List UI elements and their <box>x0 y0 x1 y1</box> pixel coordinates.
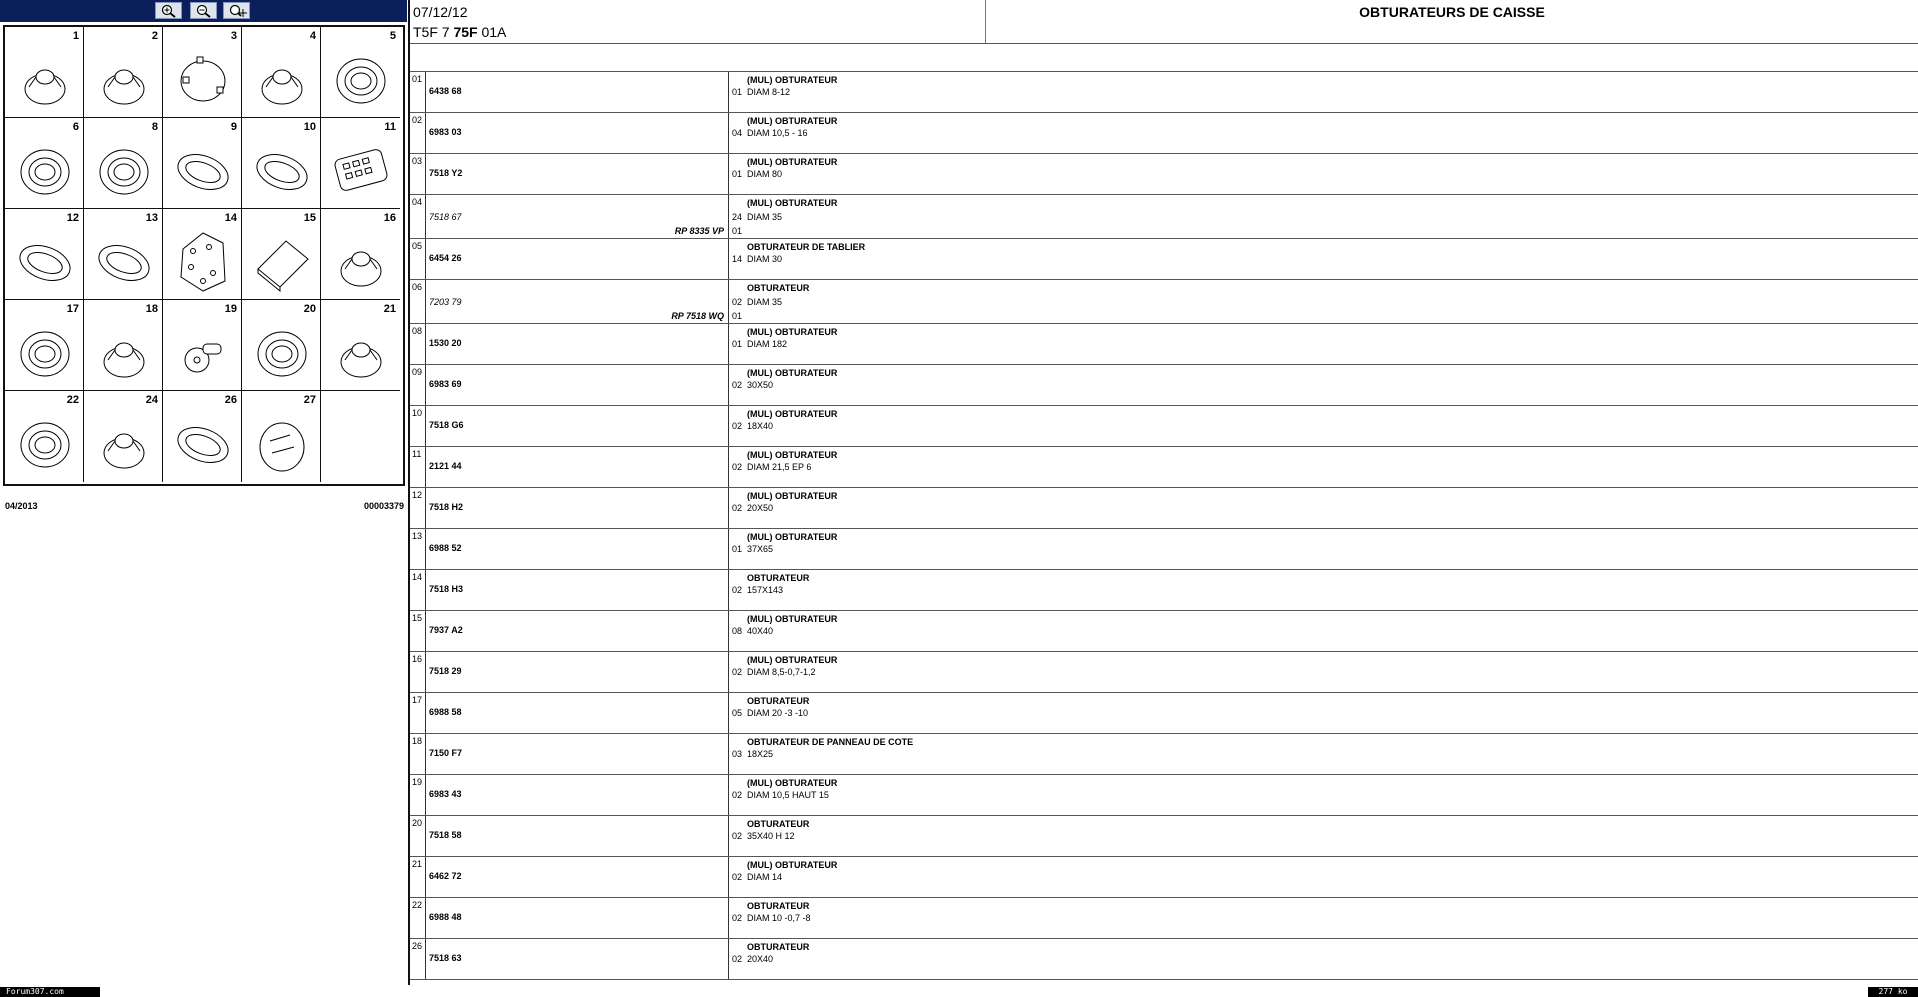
table-row[interactable] <box>410 324 1918 365</box>
part-spec: DIAM 30 <box>747 254 783 264</box>
table-row[interactable] <box>410 113 1918 154</box>
part-description: (MUL) OBTURATEUR <box>747 409 838 419</box>
replacement-qty: 01 <box>732 226 743 236</box>
column-divider <box>728 239 729 279</box>
quantity: 01 <box>732 544 743 554</box>
thumbnail-number: 6 <box>72 121 79 133</box>
part-number[interactable]: 7518 58 <box>429 830 462 840</box>
column-divider <box>728 611 729 651</box>
thumbnail-cell[interactable] <box>163 27 242 118</box>
thumbnail-number: 21 <box>383 303 396 315</box>
grommet-icon <box>331 47 391 111</box>
subheader-bar <box>410 44 1918 72</box>
plug-icon <box>94 411 154 475</box>
thumbnail-cell[interactable] <box>242 300 321 391</box>
thumbnail-number: 10 <box>303 121 316 133</box>
part-spec: 18X25 <box>747 749 774 759</box>
part-description: OBTURATEUR <box>747 696 810 706</box>
table-row[interactable] <box>410 939 1918 980</box>
plug-icon <box>94 320 154 384</box>
item-number: 22 <box>412 900 423 910</box>
code-bold: 75F <box>453 24 478 40</box>
clip-ring-icon <box>173 47 233 111</box>
part-number[interactable]: 7518 63 <box>429 953 462 963</box>
part-spec: 20X40 <box>747 954 774 964</box>
quantity: 02 <box>732 954 743 964</box>
part-number[interactable]: 6438 68 <box>429 86 462 96</box>
column-divider <box>425 406 426 446</box>
column-divider <box>425 72 426 112</box>
part-number[interactable]: 7518 67 <box>429 212 462 222</box>
part-number[interactable]: 2121 44 <box>429 461 462 471</box>
zoom-in-icon <box>161 4 177 18</box>
part-description: (MUL) OBTURATEUR <box>747 655 838 665</box>
parts-header <box>410 0 1918 44</box>
table-row[interactable] <box>410 693 1918 734</box>
part-description: (MUL) OBTURATEUR <box>747 327 838 337</box>
item-number: 06 <box>412 282 423 292</box>
thumbnail-cell[interactable] <box>5 391 84 482</box>
column-divider <box>425 898 426 938</box>
table-row[interactable] <box>410 488 1918 529</box>
thumbnail-cell[interactable] <box>84 300 163 391</box>
part-number[interactable]: 1530 20 <box>429 338 462 348</box>
quantity: 24 <box>732 212 743 222</box>
part-description: (MUL) OBTURATEUR <box>747 198 838 208</box>
quantity: 02 <box>732 913 743 923</box>
column-divider <box>728 488 729 528</box>
part-number[interactable]: 6462 72 <box>429 871 462 881</box>
item-number: 09 <box>412 367 423 377</box>
item-number: 02 <box>412 115 423 125</box>
part-spec: 30X50 <box>747 380 774 390</box>
column-divider <box>728 195 729 238</box>
zoom-in-button[interactable] <box>155 2 182 19</box>
item-number: 13 <box>412 531 423 541</box>
table-row[interactable] <box>410 280 1918 324</box>
thumbnail-number: 19 <box>224 303 237 315</box>
part-description: (MUL) OBTURATEUR <box>747 491 838 501</box>
parts-table <box>410 72 1918 980</box>
item-number: 20 <box>412 818 423 828</box>
part-spec: DIAM 14 <box>747 872 783 882</box>
part-spec: DIAM 10 -0,7 -8 <box>747 913 811 923</box>
thumbnail-cell[interactable] <box>84 118 163 209</box>
column-divider <box>728 775 729 815</box>
part-spec: 18X40 <box>747 421 774 431</box>
replacement-ref[interactable]: RP 7518 WQ <box>671 311 724 321</box>
thumbnail-cell[interactable] <box>84 209 163 300</box>
column-divider <box>425 113 426 153</box>
part-number[interactable]: 7518 H3 <box>429 584 464 594</box>
column-divider <box>728 406 729 446</box>
thumbnail-cell[interactable] <box>242 209 321 300</box>
quantity: 01 <box>732 339 743 349</box>
illustration-panel <box>0 0 408 985</box>
part-number[interactable]: 7518 G6 <box>429 420 464 430</box>
column-divider <box>728 324 729 364</box>
thumbnail-number: 15 <box>303 212 316 224</box>
part-spec: 20X50 <box>747 503 774 513</box>
column-divider <box>425 365 426 405</box>
thumbnail-number: 14 <box>224 212 237 224</box>
item-number: 04 <box>412 197 423 207</box>
column-divider <box>728 652 729 692</box>
table-row[interactable] <box>410 529 1918 570</box>
zoom-out-button[interactable] <box>190 2 217 19</box>
part-description: (MUL) OBTURATEUR <box>747 157 838 167</box>
column-divider <box>425 693 426 733</box>
thumbnail-cell[interactable] <box>321 118 400 209</box>
item-number: 14 <box>412 572 423 582</box>
part-number[interactable]: 7518 29 <box>429 666 462 676</box>
item-number: 11 <box>412 449 422 459</box>
part-number[interactable]: 6983 43 <box>429 789 462 799</box>
quantity: 01 <box>732 87 743 97</box>
part-description: OBTURATEUR <box>747 901 810 911</box>
part-spec: 35X40 H 12 <box>747 831 795 841</box>
plug-icon <box>331 229 391 293</box>
part-spec: DIAM 35 <box>747 212 783 222</box>
cap-icon <box>252 411 312 475</box>
part-number[interactable]: 7150 F7 <box>429 748 463 758</box>
header-code <box>413 24 506 40</box>
table-row[interactable] <box>410 195 1918 239</box>
thumbnail-number: 5 <box>389 30 396 42</box>
part-spec: 157X143 <box>747 585 784 595</box>
item-number: 16 <box>412 654 423 664</box>
thumbnail-number: 9 <box>230 121 237 133</box>
item-number: 03 <box>412 156 423 166</box>
quantity: 14 <box>732 254 743 264</box>
quantity: 02 <box>732 872 743 882</box>
grommet-icon <box>15 320 75 384</box>
part-spec: DIAM 182 <box>747 339 788 349</box>
column-divider <box>425 652 426 692</box>
illustration-date: 04/2013 <box>5 501 38 511</box>
thumbnail-cell[interactable] <box>242 391 321 482</box>
plug-icon <box>252 47 312 111</box>
code-suffix: 01A <box>477 24 507 40</box>
thumbnail-cell[interactable] <box>321 300 400 391</box>
column-divider <box>425 324 426 364</box>
quantity: 02 <box>732 297 743 307</box>
part-spec: DIAM 8,5-0,7-1,2 <box>747 667 816 677</box>
table-row[interactable] <box>410 611 1918 652</box>
column-divider <box>728 898 729 938</box>
thumbnail-number: 26 <box>224 394 237 406</box>
illustration-ref: 00003379 <box>363 501 404 511</box>
item-number: 12 <box>412 490 423 500</box>
grommet-icon <box>15 138 75 202</box>
column-divider <box>728 154 729 194</box>
thumbnail-number: 1 <box>72 30 79 42</box>
grommet-icon <box>15 411 75 475</box>
table-row[interactable] <box>410 406 1918 447</box>
thumbnail-cell <box>321 391 400 482</box>
oval-plug-icon <box>15 229 75 293</box>
part-number[interactable]: 6988 52 <box>429 543 462 553</box>
quantity: 02 <box>732 790 743 800</box>
thumbnail-cell[interactable] <box>5 27 84 118</box>
column-divider <box>728 939 729 979</box>
thumbnail-cell[interactable] <box>163 118 242 209</box>
column-divider <box>425 939 426 979</box>
thumbnail-cell[interactable] <box>321 209 400 300</box>
part-number[interactable]: 7937 A2 <box>429 625 463 635</box>
quantity: 01 <box>732 169 743 179</box>
part-description: (MUL) OBTURATEUR <box>747 450 838 460</box>
part-number[interactable]: 7203 79 <box>429 297 462 307</box>
quantity: 03 <box>732 749 743 759</box>
thumbnail-number: 3 <box>230 30 237 42</box>
item-number: 10 <box>412 408 423 418</box>
part-spec: DIAM 21,5 EP 6 <box>747 462 812 472</box>
plate-holes-icon <box>173 229 233 293</box>
column-divider <box>728 734 729 774</box>
status-bar <box>0 985 1918 997</box>
column-divider <box>425 775 426 815</box>
thumbnail-number: 12 <box>66 212 79 224</box>
column-divider <box>425 154 426 194</box>
thumbnail-cell[interactable] <box>84 27 163 118</box>
column-divider <box>425 447 426 487</box>
column-divider <box>425 734 426 774</box>
oval-plug-icon <box>94 229 154 293</box>
table-row[interactable] <box>410 775 1918 816</box>
thumbnail-number: 16 <box>383 212 396 224</box>
code-prefix: T5F 7 <box>413 24 454 40</box>
quantity: 02 <box>732 585 743 595</box>
plug-icon <box>94 47 154 111</box>
thumbnail-cell[interactable] <box>163 300 242 391</box>
column-divider <box>425 816 426 856</box>
column-divider <box>728 365 729 405</box>
part-number[interactable]: 6983 69 <box>429 379 462 389</box>
part-description: OBTURATEUR <box>747 942 810 952</box>
part-number[interactable]: 7518 H2 <box>429 502 464 512</box>
column-divider <box>728 72 729 112</box>
part-description: (MUL) OBTURATEUR <box>747 778 838 788</box>
item-number: 18 <box>412 736 423 746</box>
column-divider <box>728 816 729 856</box>
column-divider <box>425 488 426 528</box>
part-number[interactable]: 6988 48 <box>429 912 462 922</box>
oval-plug-icon <box>173 138 233 202</box>
part-spec: DIAM 10,5 - 16 <box>747 128 808 138</box>
thumbnail-grid <box>3 25 405 486</box>
part-description: OBTURATEUR <box>747 819 810 829</box>
column-divider <box>425 570 426 610</box>
thumbnail-cell[interactable] <box>163 391 242 482</box>
table-row[interactable] <box>410 857 1918 898</box>
status-size: 277 ko <box>1868 987 1918 997</box>
item-number: 01 <box>412 74 423 84</box>
part-number[interactable]: 6988 58 <box>429 707 462 717</box>
part-description: OBTURATEUR DE TABLIER <box>747 242 866 252</box>
table-row[interactable] <box>410 570 1918 611</box>
grommet-icon <box>94 138 154 202</box>
part-spec: 40X40 <box>747 626 774 636</box>
thumbnail-number: 4 <box>309 30 316 42</box>
zoom-pan-button[interactable] <box>223 2 250 19</box>
column-divider <box>728 447 729 487</box>
column-divider <box>425 239 426 279</box>
quantity: 02 <box>732 462 743 472</box>
part-description: (MUL) OBTURATEUR <box>747 116 838 126</box>
part-number[interactable]: 6454 26 <box>429 253 462 263</box>
plug-icon <box>331 320 391 384</box>
table-row[interactable] <box>410 154 1918 195</box>
thumbnail-number: 20 <box>303 303 316 315</box>
table-row[interactable] <box>410 72 1918 113</box>
grommet-icon <box>252 320 312 384</box>
thumbnail-cell[interactable] <box>242 118 321 209</box>
part-description: OBTURATEUR DE PANNEAU DE COTE <box>747 737 914 747</box>
thumbnail-number: 22 <box>66 394 79 406</box>
thumbnail-cell[interactable] <box>5 300 84 391</box>
column-divider <box>728 280 729 323</box>
column-divider <box>728 570 729 610</box>
column-divider <box>425 857 426 897</box>
oval-plug-icon <box>252 138 312 202</box>
thumbnail-number: 11 <box>384 121 396 133</box>
thumbnail-cell[interactable] <box>321 27 400 118</box>
quantity: 02 <box>732 667 743 677</box>
replacement-qty: 01 <box>732 311 743 321</box>
zoom-out-icon <box>196 4 212 18</box>
quantity: 04 <box>732 128 743 138</box>
item-number: 26 <box>412 941 423 951</box>
item-number: 19 <box>412 777 423 787</box>
column-divider <box>425 529 426 569</box>
column-divider <box>728 857 729 897</box>
item-number: 05 <box>412 241 423 251</box>
quantity: 02 <box>732 831 743 841</box>
thumbnail-number: 13 <box>145 212 158 224</box>
flat-pad-icon <box>252 229 312 293</box>
table-row[interactable] <box>410 652 1918 693</box>
status-site: Forum307.com <box>0 987 100 997</box>
zoom-toolbar <box>0 0 407 22</box>
header-date: 07/12/12 <box>413 4 468 20</box>
item-number: 17 <box>412 695 423 705</box>
part-description: (MUL) OBTURATEUR <box>747 614 838 624</box>
thumbnail-cell[interactable] <box>242 27 321 118</box>
thumbnail-cell[interactable] <box>84 391 163 482</box>
item-number: 21 <box>412 859 423 869</box>
quantity: 02 <box>732 503 743 513</box>
part-description: (MUL) OBTURATEUR <box>747 532 838 542</box>
replacement-ref[interactable]: RP 8335 VP <box>674 226 724 236</box>
oval-plug-icon <box>173 411 233 475</box>
part-spec: DIAM 8-12 <box>747 87 791 97</box>
page-title: OBTURATEURS DE CAISSE <box>1359 4 1545 20</box>
part-description: OBTURATEUR <box>747 283 810 293</box>
part-description: OBTURATEUR <box>747 573 810 583</box>
table-row[interactable] <box>410 898 1918 939</box>
thumbnail-number: 2 <box>151 30 158 42</box>
part-spec: DIAM 35 <box>747 297 783 307</box>
column-divider <box>425 611 426 651</box>
item-number: 15 <box>412 613 423 623</box>
quantity: 02 <box>732 380 743 390</box>
part-number[interactable]: 7518 Y2 <box>429 168 463 178</box>
part-spec: 37X65 <box>747 544 774 554</box>
part-spec: DIAM 80 <box>747 169 783 179</box>
thumbnail-number: 8 <box>151 121 158 133</box>
plug-icon <box>15 47 75 111</box>
thumbnail-cell[interactable] <box>163 209 242 300</box>
table-row[interactable] <box>410 816 1918 857</box>
table-row[interactable] <box>410 734 1918 775</box>
thumbnail-cell[interactable] <box>5 118 84 209</box>
quantity: 08 <box>732 626 743 636</box>
quantity: 05 <box>732 708 743 718</box>
item-number: 08 <box>412 326 423 336</box>
part-description: (MUL) OBTURATEUR <box>747 75 838 85</box>
part-number[interactable]: 6983 03 <box>429 127 462 137</box>
thumbnail-number: 24 <box>145 394 158 406</box>
clip-icon <box>173 320 233 384</box>
part-description: (MUL) OBTURATEUR <box>747 860 838 870</box>
thumbnail-cell[interactable] <box>5 209 84 300</box>
column-divider <box>728 693 729 733</box>
column-divider <box>728 529 729 569</box>
thumbnail-number: 17 <box>66 303 79 315</box>
quantity: 02 <box>732 421 743 431</box>
thumbnail-number: 18 <box>145 303 158 315</box>
table-row[interactable] <box>410 239 1918 280</box>
vent-plate-icon <box>331 138 391 202</box>
parts-list-panel <box>408 0 1918 985</box>
column-divider <box>728 113 729 153</box>
pan-zoom-icon <box>229 4 247 18</box>
table-row[interactable] <box>410 447 1918 488</box>
table-row[interactable] <box>410 365 1918 406</box>
part-spec: DIAM 20 -3 -10 <box>747 708 809 718</box>
part-description: (MUL) OBTURATEUR <box>747 368 838 378</box>
thumbnail-number: 27 <box>303 394 316 406</box>
part-spec: DIAM 10,5 HAUT 15 <box>747 790 829 800</box>
